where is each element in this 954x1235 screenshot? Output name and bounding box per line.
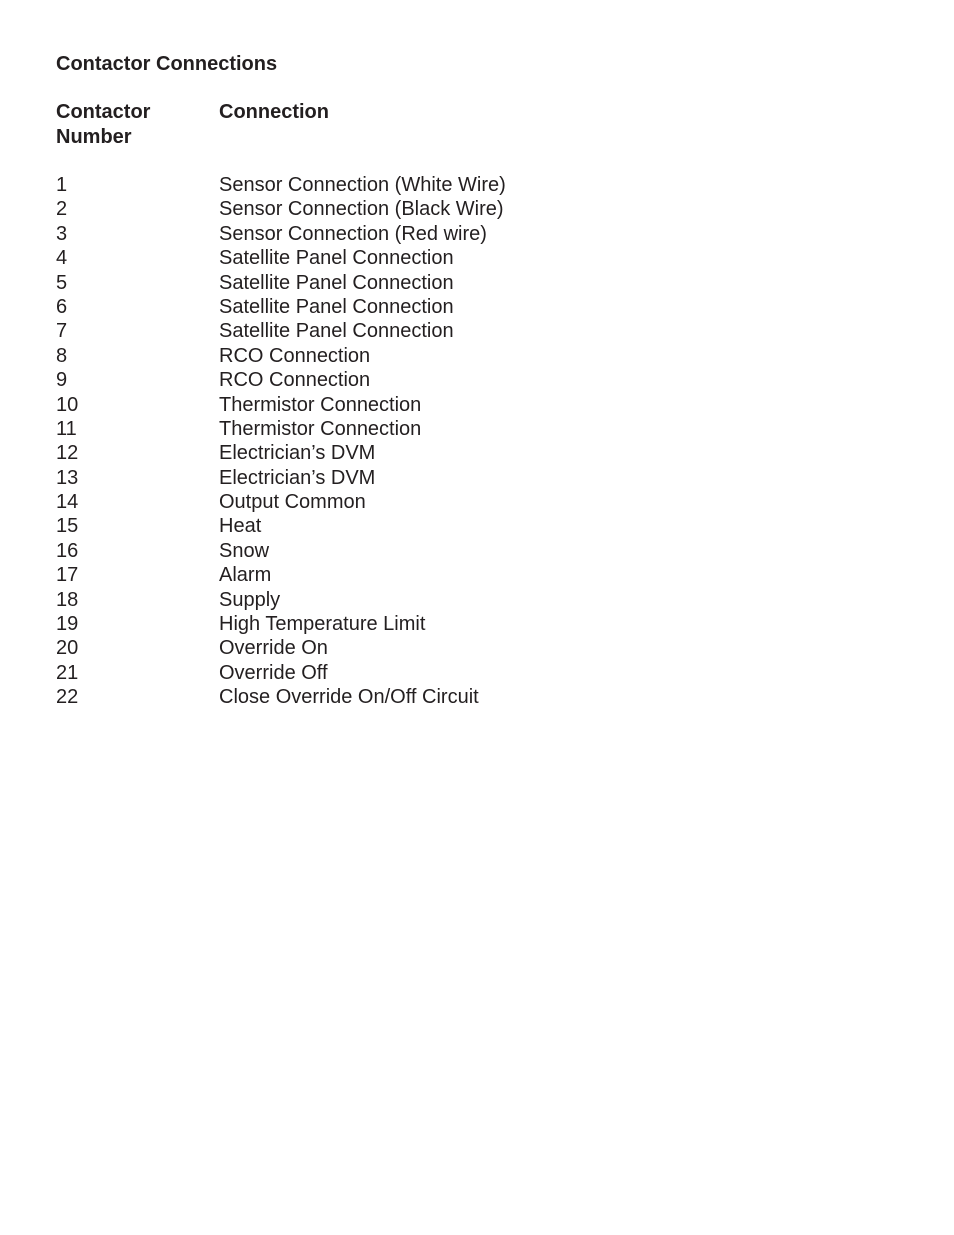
column-header-number xyxy=(56,100,219,150)
table-row xyxy=(56,173,916,197)
connection-description: Sensor Connection (White Wire) xyxy=(219,174,506,196)
contactor-number: 13 xyxy=(56,466,79,489)
connection-table xyxy=(56,173,916,710)
contactor-number: 14 xyxy=(56,491,79,514)
connection-description: Heat xyxy=(219,515,262,538)
contactor-number: 5 xyxy=(56,271,68,294)
column-header-connection: Connection xyxy=(219,101,329,123)
connection-description: Electrician’s DVM xyxy=(219,442,376,465)
contactor-number: 3 xyxy=(56,222,68,245)
contactor-number: 22 xyxy=(56,686,79,709)
connection-description: Close Override On/Off Circuit xyxy=(219,686,479,709)
connection-description: Alarm xyxy=(219,564,272,587)
column-header-number-line2: Number xyxy=(56,126,132,148)
connection-description: Thermistor Connection xyxy=(219,417,422,440)
connection-description: Satellite Panel Connection xyxy=(219,295,454,318)
document-title: Contactor Connections xyxy=(56,53,278,75)
contactor-number: 11 xyxy=(56,417,77,440)
table-row xyxy=(56,246,916,270)
contactor-number: 8 xyxy=(56,344,68,367)
table-row xyxy=(56,271,916,295)
table-row xyxy=(56,417,916,441)
table-row xyxy=(56,319,916,343)
contactor-number: 18 xyxy=(56,588,79,611)
table-row xyxy=(56,612,916,636)
connection-description: Sensor Connection (Red wire) xyxy=(219,222,487,245)
contactor-number: 16 xyxy=(56,539,79,562)
table-row xyxy=(56,588,916,612)
contactor-number: 19 xyxy=(56,613,79,636)
table-row xyxy=(56,344,916,368)
table-row xyxy=(56,563,916,587)
table-row xyxy=(56,636,916,660)
connection-description: Snow xyxy=(219,539,270,562)
table-row xyxy=(56,661,916,685)
column-header-number-line1: Contactor xyxy=(56,101,151,123)
connection-description: RCO Connection xyxy=(219,369,371,392)
table-row xyxy=(56,197,916,221)
contactor-number: 12 xyxy=(56,442,79,465)
table-row xyxy=(56,685,916,709)
contactor-number: 7 xyxy=(56,320,68,343)
contactor-number: 6 xyxy=(56,295,68,318)
connection-description: Sensor Connection (Black Wire) xyxy=(219,198,504,221)
table-row xyxy=(56,514,916,538)
table-row xyxy=(56,368,916,392)
table-header xyxy=(56,100,916,150)
table-row xyxy=(56,393,916,417)
connection-description: Electrician’s DVM xyxy=(219,466,376,489)
connection-description: Override On xyxy=(219,637,328,660)
contactor-number: 9 xyxy=(56,369,68,392)
contactor-number: 2 xyxy=(56,198,68,221)
contactor-number: 4 xyxy=(56,247,68,270)
contactor-number: 1 xyxy=(56,174,68,196)
contactor-number: 10 xyxy=(56,393,79,416)
table-row xyxy=(56,222,916,246)
table-row xyxy=(56,539,916,563)
contactor-number: 21 xyxy=(56,661,79,684)
contactor-number: 15 xyxy=(56,515,79,538)
table-row xyxy=(56,466,916,490)
table-row xyxy=(56,490,916,514)
table-row xyxy=(56,441,916,465)
table-row xyxy=(56,295,916,319)
connection-description: Satellite Panel Connection xyxy=(219,271,454,294)
connection-description: Satellite Panel Connection xyxy=(219,247,454,270)
contactor-number: 20 xyxy=(56,637,79,660)
connection-description: Supply xyxy=(219,588,281,611)
connection-description: Thermistor Connection xyxy=(219,393,422,416)
connection-description: Output Common xyxy=(219,491,366,514)
connection-description: High Temperature Limit xyxy=(219,613,426,636)
document xyxy=(56,52,916,710)
connection-description: Override Off xyxy=(219,661,328,684)
connection-description: Satellite Panel Connection xyxy=(219,320,454,343)
contactor-number: 17 xyxy=(56,564,79,587)
connection-description: RCO Connection xyxy=(219,344,371,367)
